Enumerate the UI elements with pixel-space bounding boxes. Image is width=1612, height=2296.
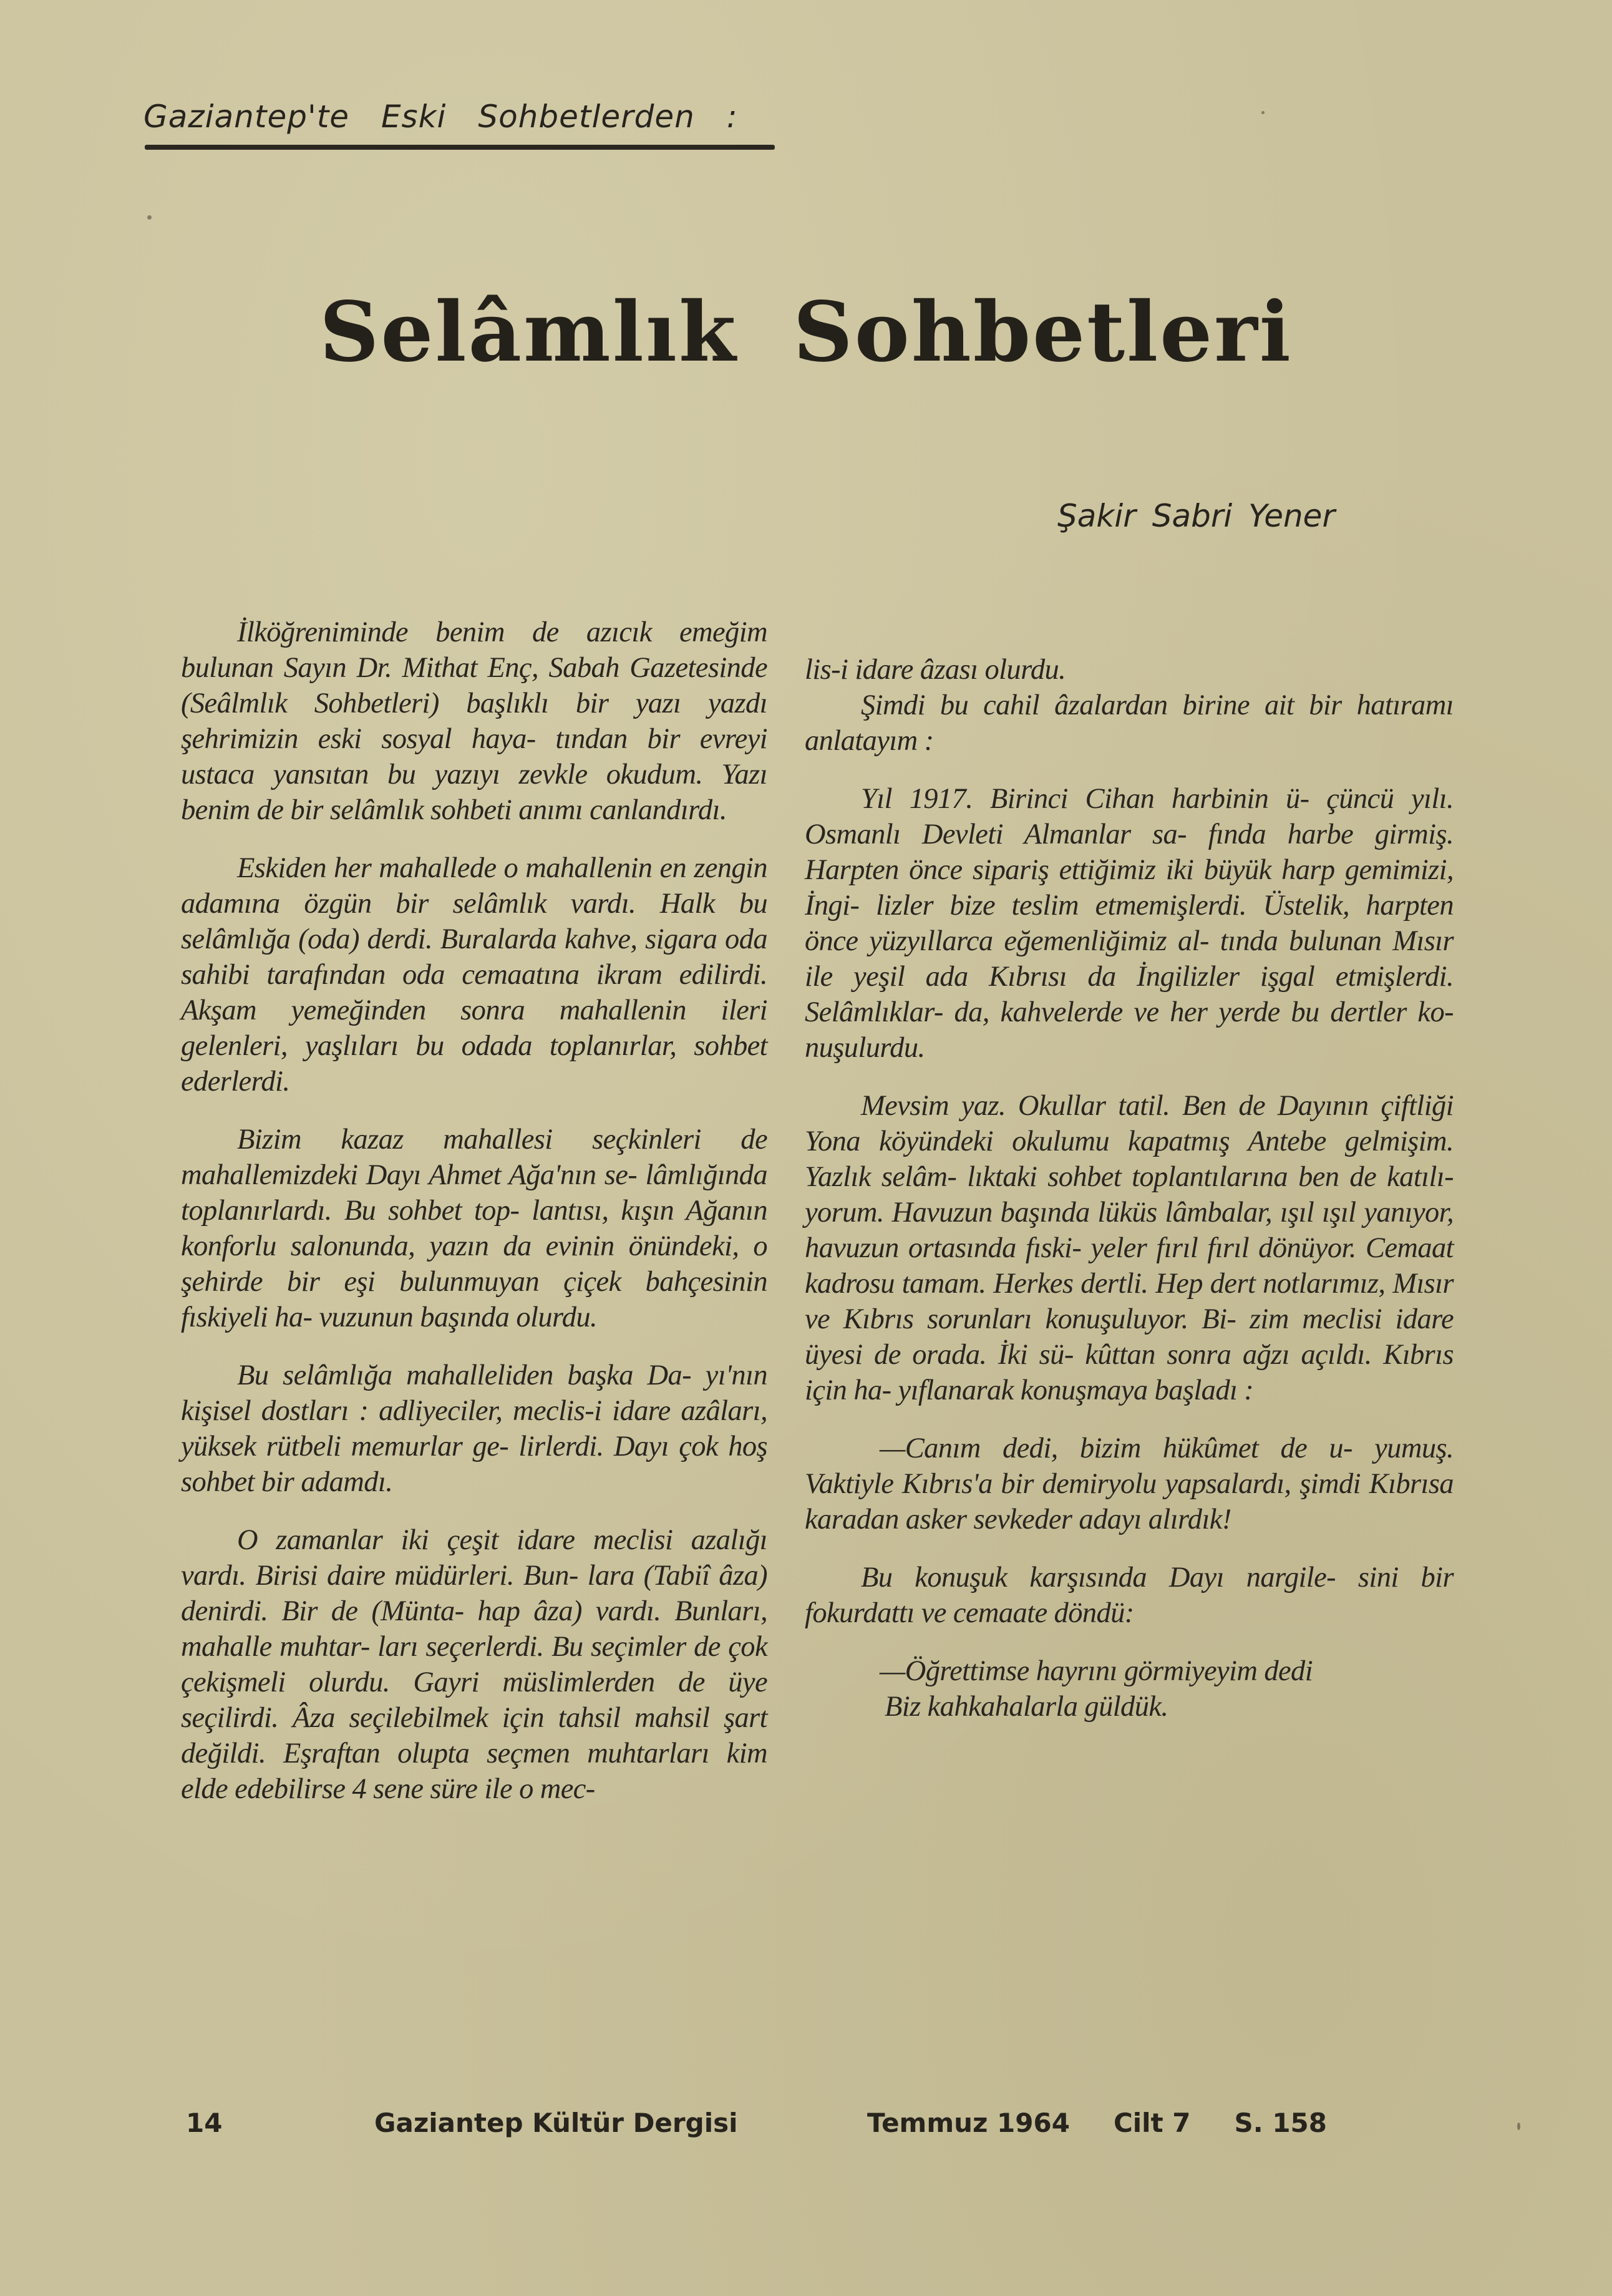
article-title: Selâmlık Sohbetleri <box>319 284 1293 381</box>
section-kicker: Gaziantep'te Eski Sohbetlerden : <box>143 99 738 135</box>
paragraph: Bu konuşuk karşısında Dayı nargile- sini bir fokurdattı ve cemaate döndü: <box>805 1562 1454 1629</box>
paragraph: İlköğreniminde benim de azıcık emeğim bulunan Sayın Dr. Mithat Enç, Sabah Gazetesinde (Seâlmlık Sohbetleri) başlıklı bir yazı yazdı şehrimizin eski sosyal haya- tından bir evreyi ustaca yansıtan bu yazıyı zevkle okudum. Yazı benim de bir selâmlık sohbeti anımı canlandırdı. <box>181 616 767 826</box>
left-column <box>181 615 767 1807</box>
paragraph-continuation: lis-i idare âzası olurdu. <box>805 654 1066 686</box>
paragraph: Eskiden her mahallede o mahallenin en zengin adamına özgün bir selâmlık vardı. Halk bu selâmlığa (oda) derdi. Buralarda kahve, sigara oda sahibi tarafından oda cemaatına ikram edilirdi. Akşam yemeğinden sonra mahallenin ileri gelenleri, yaşlıları bu odada toplanırlar, sohbet ederlerdi. <box>181 852 767 1097</box>
volume-number: Cilt 7 <box>1113 2108 1191 2138</box>
kicker-underline <box>145 145 775 150</box>
paragraph: Şimdi bu cahil âzalardan birine ait bir hatıramı anlatayım : <box>805 689 1454 757</box>
paper-speck <box>147 215 152 220</box>
paragraph: Bizim kazaz mahallesi seçkinleri de mahallemizdeki Dayı Ahmet Ağa'nın se- lâmlığında toplanırlardı. Bu sohbet top- lantısı, kışın Ağanın konforlu salonunda, yazın da evinin önündeki, o şehirde bir eşi bulunmuyan çiçek bahçesinin fıskiyeli ha- vuzunun başında olurdu. <box>181 1124 767 1333</box>
paragraph: Mevsim yaz. Okullar tatil. Ben de Dayının çiftliği Yona köyündeki okulumu kapatmış Antebe gelmişim. Yazlık selâm- lıktaki sohbet toplantılarına ben de katılı- yorum. Havuzun başında lüküs lâmbalar, ışıl ışıl yanıyor, havuzun ortasında fıski- yeler fırıl fırıl dönüyor. Cemaat kadrosu tamam. Herkes dertli. Hep dert notlarımız, Mısır ve Kıbrıs sorunları konuşuluyor. Bi- zim meclisi idare üyesi de orada. İki sü- kûttan sonra ağzı açıldı. Kıbrıs için ha- yıflanarak konuşmaya başladı : <box>805 1090 1454 1406</box>
paper-speck <box>1517 2123 1520 2130</box>
issue-number: S. 158 <box>1234 2108 1327 2138</box>
dialogue-paragraph: —Öğrettimse hayrını görmiyeyim dedi <box>880 1655 1313 1687</box>
right-column <box>805 652 1454 1724</box>
paper-speck <box>1261 111 1265 114</box>
issue-date: Temmuz 1964 <box>867 2108 1070 2138</box>
page-number: 14 <box>186 2108 223 2138</box>
paragraph: O zamanlar iki çeşit idare meclisi azalığı vardı. Birisi daire müdürleri. Bun- lara (Tabiî âza) denirdi. Bir de (Münta- hap âza) vardı. Bunları, mahalle muhtar- ları seçerlerdi. Bu seçimler de çok çekişmeli olurdu. Gayri müslimlerden de üye seçilirdi. Âza seçilebilmek için tahsil mahsil şart değildi. Eşraftan olupta seçmen muhtarları kim elde edebilirse 4 sene süre ile o mec- <box>181 1524 767 1805</box>
closing-paragraph: Biz kahkahalarla güldük. <box>885 1691 1168 1723</box>
author-byline: Şakir Sabri Yener <box>1057 498 1335 534</box>
paragraph: Yıl 1917. Birinci Cihan harbinin ü- çüncü yılı. Osmanlı Devleti Almanlar sa- fında harbe girmiş. Harpten önce sipariş ettiğimiz iki büyük harp gemimizi, İngi- lizler bize teslim etmemişlerdi. Üstelik, harpten önce yüzyıllarca eğemenliğimiz al- tında bulunan Mısır ile yeşil ada Kıbrısı da İngilizler işgal etmişlerdi. Selâmlıklar- da, kahvelerde ve her yerde bu dertler ko- nuşulurdu. <box>805 783 1454 1064</box>
footer-issue-info <box>867 2108 1327 2138</box>
dialogue-paragraph: —Canım dedi, bizim hükûmet de u- yumuş. Vaktiyle Kıbrıs'a bir demiryolu yapsalardı, şimdi Kıbrısa karadan asker sevkeder adayı alırdık! <box>805 1433 1454 1535</box>
paragraph: Bu selâmlığa mahalleliden başka Da- yı'nın kişisel dostları : adliyeciler, meclis-i idare azâları, yüksek rütbeli memurlar ge- lirlerdi. Dayı çok hoş sohbet bir adamdı. <box>181 1360 767 1498</box>
magazine-name: Gaziantep Kültür Dergisi <box>374 2108 738 2138</box>
